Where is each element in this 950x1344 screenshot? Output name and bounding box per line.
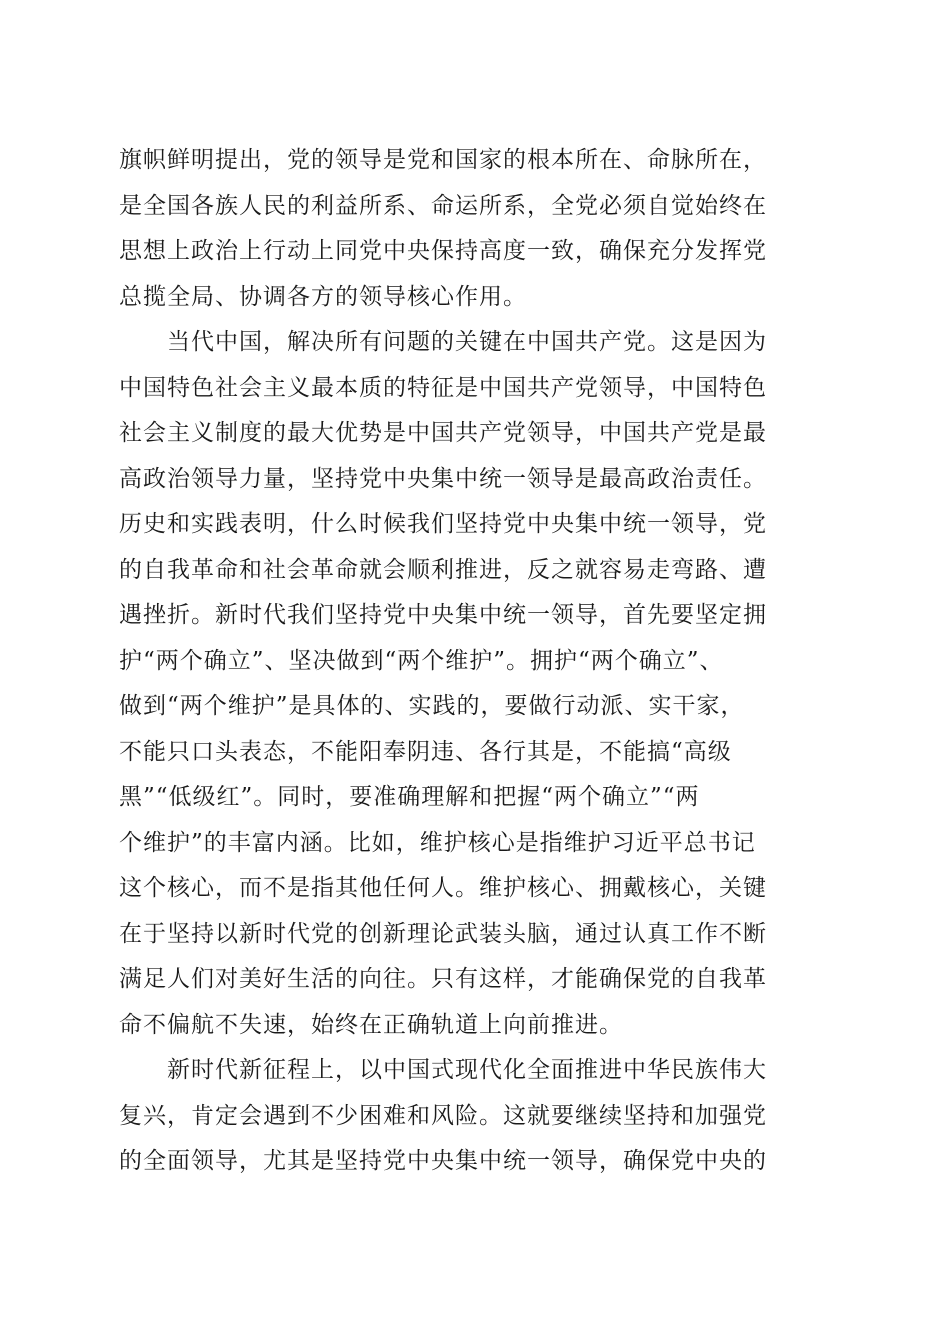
text-line: 高政治领导力量，坚持党中央集中统一领导是最高政治责任。	[119, 465, 767, 492]
text-line: 思想上政治上行动上同党中央保持高度一致，确保充分发挥党	[119, 238, 767, 264]
text-line: 是全国各族人民的利益所系、命运所系，全党必须自觉始终在	[119, 192, 767, 219]
text-line: 个维护”的丰富内涵。比如，维护核心是指维护习近平总书记	[119, 829, 756, 856]
text-line: 中国特色社会主义最本质的特征是中国共产党领导，中国特色	[119, 374, 767, 401]
paragraph-first-line: 新时代新征程上，以中国式现代化全面推进中华民族伟大	[167, 1057, 767, 1083]
text-line: 黑”“低级红”。同时，要准确理解和把握“两个确立”“两	[119, 784, 700, 810]
text-line: 总揽全局、协调各方的领导核心作用。	[119, 283, 527, 310]
text-line: 的自我革命和社会革命就会顺利推进，反之就容易走弯路、遭	[119, 556, 767, 583]
text-line: 做到“两个维护”是具体的、实践的，要做行动派、实干家，	[119, 693, 745, 719]
text-line: 旗帜鲜明提出，党的领导是党和国家的根本所在、命脉所在，	[119, 147, 767, 173]
paragraph-first-line: 当代中国，解决所有问题的关键在中国共产党。这是因为	[167, 329, 767, 355]
text-line: 命不偏航不失速，始终在正确轨道上向前推进。	[119, 1011, 623, 1038]
text-line: 满足人们对美好生活的向往。只有这样，才能确保党的自我革	[119, 966, 767, 992]
text-line: 社会主义制度的最大优势是中国共产党领导，中国共产党是最	[119, 420, 767, 446]
text-line: 在于坚持以新时代党的创新理论武装头脑，通过认真工作不断	[119, 920, 767, 947]
text-line: 这个核心，而不是指其他任何人。维护核心、拥戴核心，关键	[119, 875, 767, 901]
text-line: 护“两个确立”、坚决做到“两个维护”。拥护“两个确立”、	[119, 647, 724, 674]
text-line: 遇挫折。新时代我们坚持党中央集中统一领导，首先要坚定拥	[119, 602, 767, 628]
text-line: 的全面领导，尤其是坚持党中央集中统一领导，确保党中央的	[119, 1148, 767, 1174]
text-line: 复兴，肯定会遇到不少困难和风险。这就要继续坚持和加强党	[119, 1102, 767, 1129]
body-text	[119, 138, 831, 1185]
text-line: 历史和实践表明，什么时候我们坚持党中央集中统一领导，党	[119, 511, 767, 537]
text-line: 不能只口头表态，不能阳奉阴违、各行其是，不能搞“高级	[119, 738, 732, 765]
